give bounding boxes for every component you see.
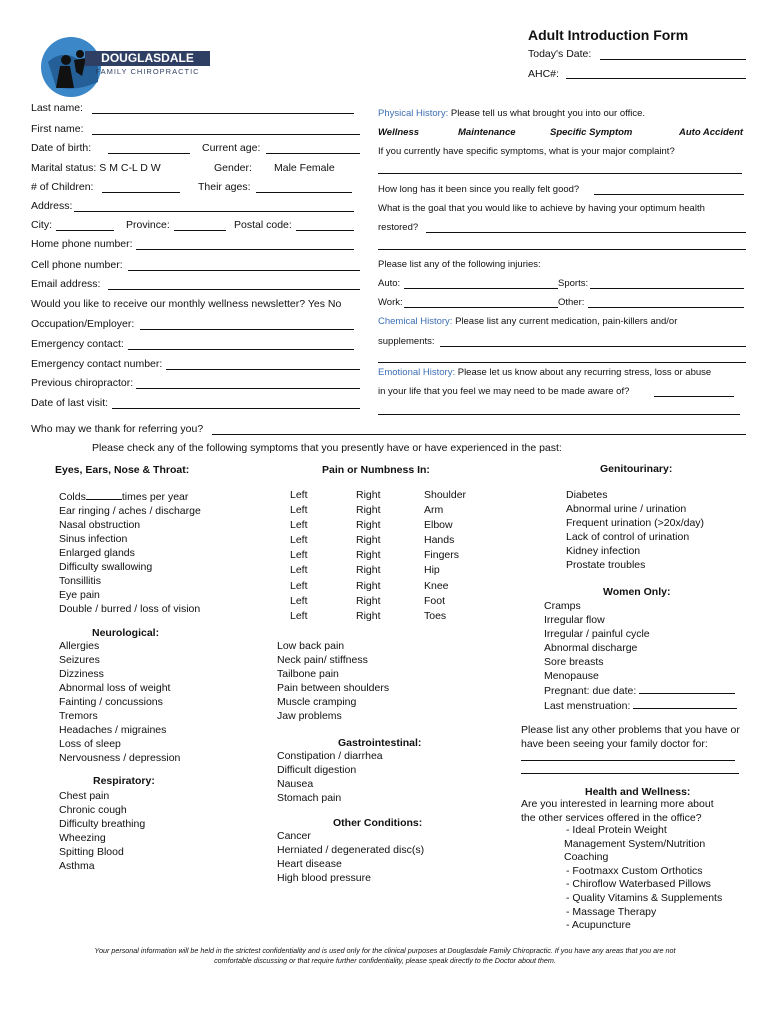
pain-left-option[interactable]: Left xyxy=(290,534,308,547)
other-label: Other: xyxy=(558,297,585,308)
pain-right-option[interactable]: Right xyxy=(356,489,381,501)
last-menstruation-label: Last menstruation: xyxy=(544,700,631,712)
wellness-heading: Health and Wellness: xyxy=(585,786,691,798)
symptoms-intro: Please check any of the following symptoms that you presently have or have experienced in the past: xyxy=(92,442,562,454)
major-complaint-field[interactable] xyxy=(378,173,742,174)
emotional-history-text: Please let us know about any recurring stress, loss or abuse xyxy=(457,367,712,378)
pain-right-option[interactable]: Right xyxy=(356,534,381,547)
pregnant-label: Pregnant: due date: xyxy=(544,685,637,697)
list-item[interactable]: Double / burred / loss of vision xyxy=(59,603,201,615)
address-label: Address: xyxy=(31,200,73,212)
other-problems-field-2[interactable] xyxy=(521,773,739,774)
pain-right-column xyxy=(356,488,381,624)
visit-type-specific-symptom[interactable]: Specific Symptom xyxy=(550,127,633,138)
home-phone-label: Home phone number: xyxy=(31,238,133,250)
visit-type-maintenance[interactable]: Maintenance xyxy=(458,127,516,138)
list-item[interactable]: Allergies xyxy=(59,640,100,652)
physical-history-label: Physical History: xyxy=(378,108,449,119)
supplements-field-2[interactable] xyxy=(378,362,746,363)
their-ages-field[interactable] xyxy=(256,192,352,193)
emergency-contact-label: Emergency contact: xyxy=(31,338,124,350)
todays-date-label: Today's Date: xyxy=(528,48,592,60)
body-part-label: Knee xyxy=(424,579,449,592)
city-field[interactable] xyxy=(56,230,114,231)
list-item[interactable]: Tonsillitis xyxy=(59,575,102,587)
list-item[interactable]: Muscle cramping xyxy=(277,696,357,708)
list-item[interactable]: Enlarged glands xyxy=(59,547,135,559)
dob-field[interactable] xyxy=(108,153,190,154)
list-item[interactable]: Frequent urination (>20x/day) xyxy=(566,517,705,529)
women-heading: Women Only: xyxy=(603,586,671,598)
resp-list xyxy=(59,789,145,873)
list-item[interactable]: Spitting Blood xyxy=(59,846,124,858)
emergency-number-field[interactable] xyxy=(166,369,360,370)
list-item[interactable]: Asthma xyxy=(59,860,95,872)
eent-list xyxy=(59,489,201,616)
how-long-field[interactable] xyxy=(594,194,744,195)
list-item[interactable]: Chest pain xyxy=(59,790,110,802)
city-label: City: xyxy=(31,219,52,231)
list-item[interactable]: Headaches / migraines xyxy=(59,724,167,736)
cell-phone-label: Cell phone number: xyxy=(31,259,123,271)
last-visit-field[interactable] xyxy=(112,408,360,409)
service-item[interactable]: - Chiroflow Waterbased Pillows xyxy=(566,878,711,891)
list-item[interactable]: Abnormal loss of weight xyxy=(59,682,171,694)
physical-history xyxy=(378,108,645,119)
women-list xyxy=(544,599,737,713)
other-conditions-list xyxy=(277,829,424,885)
emotional-history xyxy=(378,367,711,378)
last-name-label: Last name: xyxy=(31,102,83,114)
dob-label: Date of birth: xyxy=(31,142,92,154)
list-item[interactable]: Chronic cough xyxy=(59,804,127,816)
chemical-history-label: Chemical History: xyxy=(378,316,453,327)
list-item[interactable]: Fainting / concussions xyxy=(59,696,163,708)
wellness-services xyxy=(566,824,722,933)
list-item[interactable]: Seizures xyxy=(59,654,100,666)
ahc-label: AHC#: xyxy=(528,68,559,80)
wellness-q1: Are you interested in learning more about xyxy=(521,798,714,810)
list-item[interactable]: Abnormal urine / urination xyxy=(566,503,687,515)
physical-history-text: Please tell us what brought you into our office. xyxy=(450,108,646,119)
body-part-label: Toes xyxy=(424,609,447,622)
emotional-history-text-2: in your life that you feel we may need to be made aware of? xyxy=(378,386,630,397)
service-item[interactable]: - Ideal Protein Weight xyxy=(566,824,667,836)
list-item[interactable]: Tremors xyxy=(59,710,98,722)
sports-label: Sports: xyxy=(558,278,589,289)
gender-options[interactable]: Male Female xyxy=(274,162,335,174)
their-ages-label: Their ages: xyxy=(198,181,251,193)
province-field[interactable] xyxy=(174,230,226,231)
pain-left-option[interactable]: Left xyxy=(290,504,308,517)
colds-item[interactable] xyxy=(59,489,201,504)
neuro-list xyxy=(59,639,180,765)
neuro-heading: Neurological: xyxy=(92,627,160,639)
list-item[interactable]: Sinus infection xyxy=(59,533,128,545)
body-part-label: Arm xyxy=(424,504,444,517)
list-item[interactable]: Eye pain xyxy=(59,589,100,601)
list-item[interactable]: Cramps xyxy=(544,600,581,612)
pain-left-option[interactable]: Left xyxy=(290,549,308,562)
email-label: Email address: xyxy=(31,278,101,290)
pain-left-option[interactable]: Left xyxy=(290,594,308,607)
service-item[interactable]: - Footmaxx Custom Orthotics xyxy=(566,864,703,877)
visit-type-wellness[interactable]: Wellness xyxy=(378,127,420,138)
pain-left-option[interactable]: Left xyxy=(290,564,308,577)
occupation-field[interactable] xyxy=(140,329,354,330)
logo xyxy=(30,30,220,102)
emergency-contact-field[interactable] xyxy=(128,349,354,350)
address-field[interactable] xyxy=(74,211,354,212)
colds-field[interactable] xyxy=(86,489,122,500)
pregnant-field[interactable] xyxy=(639,683,735,694)
ahc-field[interactable] xyxy=(566,78,746,79)
wellness-question xyxy=(521,798,714,825)
list-item[interactable]: Wheezing xyxy=(59,832,106,844)
list-item[interactable]: Dizziness xyxy=(59,668,104,680)
service-item[interactable]: - Acupuncture xyxy=(566,919,631,932)
occupation-label: Occupation/Employer: xyxy=(31,318,135,330)
body-part-label: Hip xyxy=(424,564,440,577)
children-field[interactable] xyxy=(102,192,180,193)
resp-heading: Respiratory: xyxy=(93,775,155,787)
list-item[interactable]: Tailbone pain xyxy=(277,668,339,680)
footer-line1: Your personal information will be held in the strictest confidentiality and is used only for the clinical purposes at Douglasdale Family Chiropractic. If you have any areas that you are not xyxy=(94,946,676,955)
genito-heading: Genitourinary: xyxy=(600,463,673,475)
postal-code-label: Postal code: xyxy=(234,219,292,231)
supplements-label: supplements: xyxy=(378,336,435,347)
other-conditions-heading: Other Conditions: xyxy=(333,817,423,829)
other-problems-field[interactable] xyxy=(521,760,735,761)
postal-code-field[interactable] xyxy=(296,230,354,231)
list-item[interactable]: High blood pressure xyxy=(277,872,371,884)
todays-date-field[interactable] xyxy=(600,59,746,60)
pregnant-item[interactable] xyxy=(544,683,737,698)
list-item[interactable]: Difficulty swallowing xyxy=(59,561,153,573)
pain-left-option[interactable]: Left xyxy=(290,489,308,501)
list-item[interactable]: Pain between shoulders xyxy=(277,682,390,694)
last-visit-label: Date of last visit: xyxy=(31,397,109,409)
body-part-label: Shoulder xyxy=(424,489,467,501)
marital-status[interactable]: Marital status: S M C-L D W xyxy=(31,162,161,174)
eent-heading: Eyes, Ears, Nose & Throat: xyxy=(55,464,190,476)
pain-more-list xyxy=(277,639,389,723)
current-age-field[interactable] xyxy=(266,153,360,154)
pain-right-option[interactable]: Right xyxy=(356,504,381,517)
pain-right-option[interactable]: Right xyxy=(356,549,381,562)
auto-field[interactable] xyxy=(404,288,558,289)
pain-left-option[interactable]: Left xyxy=(290,579,308,592)
list-item[interactable]: Nasal obstruction xyxy=(59,519,141,531)
chemical-history xyxy=(378,316,677,327)
service-item[interactable]: Coaching xyxy=(564,851,609,864)
emotional-field-2[interactable] xyxy=(378,414,740,415)
list-item[interactable]: Neck pain/ stiffness xyxy=(277,654,368,666)
restored-field[interactable] xyxy=(426,232,746,233)
home-phone-field[interactable] xyxy=(136,249,354,250)
other-field[interactable] xyxy=(588,307,744,308)
work-field[interactable] xyxy=(404,307,558,308)
first-name-field[interactable] xyxy=(92,134,360,135)
gi-heading: Gastrointestinal: xyxy=(338,737,422,749)
pain-right-option[interactable]: Right xyxy=(356,594,381,607)
referring-label: Who may we thank for referring you? xyxy=(31,423,204,435)
pain-body-parts xyxy=(424,488,466,624)
list-item[interactable]: Irregular flow xyxy=(544,614,605,626)
email-field[interactable] xyxy=(108,289,360,290)
list-item[interactable]: Sore breasts xyxy=(544,656,604,668)
current-age-label: Current age: xyxy=(202,142,261,154)
goal-label: What is the goal that you would like to achieve by having your optimum health xyxy=(378,203,705,214)
list-item[interactable]: Lack of control of urination xyxy=(566,531,690,543)
prev-chiro-field[interactable] xyxy=(136,388,360,389)
province-label: Province: xyxy=(126,219,170,231)
body-part-label: Foot xyxy=(424,594,446,607)
pain-right-option[interactable]: Right xyxy=(356,564,381,577)
pain-left-option[interactable]: Left xyxy=(290,519,308,532)
sports-field[interactable] xyxy=(590,288,744,289)
list-item[interactable]: Kidney infection xyxy=(566,545,641,557)
list-item[interactable]: Ear ringing / aches / discharge xyxy=(59,505,201,517)
pain-left-column xyxy=(290,488,308,624)
wellness-q2: the other services offered in the office? xyxy=(521,811,702,824)
list-item[interactable]: Low back pain xyxy=(277,640,345,652)
emergency-number-label: Emergency contact number: xyxy=(31,358,163,370)
other-problems-line1: Please list any other problems that you have or xyxy=(521,724,740,736)
last-name-field[interactable] xyxy=(92,113,354,114)
list-item[interactable]: Jaw problems xyxy=(277,710,342,722)
list-item[interactable]: Prostate troubles xyxy=(566,559,646,571)
last-menstruation-field[interactable] xyxy=(633,698,737,709)
how-long-label: How long has it been since you really felt good? xyxy=(378,184,580,195)
body-part-label: Elbow xyxy=(424,519,453,532)
major-complaint-label: If you currently have specific symptoms, what is your major complaint? xyxy=(378,146,675,157)
cell-phone-field[interactable] xyxy=(128,270,360,271)
list-item[interactable]: Cancer xyxy=(277,830,311,842)
gender-label: Gender: xyxy=(214,162,252,174)
other-problems xyxy=(521,723,740,751)
list-item[interactable]: Menopause xyxy=(544,670,599,682)
restored-field-2[interactable] xyxy=(378,249,746,250)
emotional-history-label: Emotional History: xyxy=(378,367,456,378)
list-item[interactable]: Constipation / diarrhea xyxy=(277,750,383,762)
body-part-label: Hands xyxy=(424,534,455,547)
service-item[interactable]: - Quality Vitamins & Supplements xyxy=(566,891,723,904)
list-item[interactable]: Difficulty breathing xyxy=(59,818,146,830)
restored-label: restored? xyxy=(378,222,419,233)
gi-list xyxy=(277,749,383,805)
service-item[interactable]: - Massage Therapy xyxy=(566,905,657,918)
newsletter-question[interactable]: Would you like to receive our monthly wellness newsletter? Yes No xyxy=(31,298,342,310)
genito-list xyxy=(566,488,704,572)
injuries-label: Please list any of the following injuries: xyxy=(378,259,541,270)
form-title: Adult Introduction Form xyxy=(528,27,689,43)
colds-label: Colds xyxy=(59,491,86,503)
referring-field[interactable] xyxy=(212,434,746,435)
pain-right-option[interactable]: Right xyxy=(356,609,381,622)
list-item[interactable]: Herniated / degenerated disc(s) xyxy=(277,844,425,856)
body-part-label: Fingers xyxy=(424,549,460,562)
service-item[interactable]: Management System/Nutrition xyxy=(564,837,706,850)
visit-type-auto-accident[interactable]: Auto Accident xyxy=(679,127,744,138)
list-item[interactable]: Nervousness / depression xyxy=(59,752,181,764)
work-label: Work: xyxy=(378,297,403,308)
footer-line2: comfortable discussing or that require further confidentiality, please speak directly to the Doctor about them. xyxy=(214,955,556,965)
last-menstruation-item[interactable] xyxy=(544,698,737,713)
list-item[interactable]: Heart disease xyxy=(277,858,342,870)
emotional-field[interactable] xyxy=(654,396,734,397)
pain-right-option[interactable]: Right xyxy=(356,579,381,592)
pain-heading: Pain or Numbness In: xyxy=(322,464,430,476)
list-item[interactable]: Stomach pain xyxy=(277,792,342,804)
pain-right-option[interactable]: Right xyxy=(356,519,381,532)
auto-label: Auto: xyxy=(378,278,401,289)
list-item[interactable]: Nausea xyxy=(277,778,314,790)
logo-subtitle: FAMILY CHIROPRACTIC xyxy=(95,67,200,76)
first-name-label: First name: xyxy=(31,123,84,135)
prev-chiro-label: Previous chiropractor: xyxy=(31,377,134,389)
list-item[interactable]: Irregular / painful cycle xyxy=(544,628,650,640)
colds-after: times per year xyxy=(121,491,189,503)
supplements-field[interactable] xyxy=(440,346,746,347)
list-item[interactable]: Loss of sleep xyxy=(59,738,121,750)
pain-left-option[interactable]: Left xyxy=(290,609,308,622)
footer-disclaimer xyxy=(0,946,770,965)
list-item[interactable]: Abnormal discharge xyxy=(544,642,638,654)
logo-banner: DOUGLASDALE xyxy=(85,51,210,66)
chemical-history-text: Please list any current medication, pain-killers and/or xyxy=(455,316,678,327)
other-problems-line2: have been seeing your family doctor for: xyxy=(521,738,708,750)
list-item[interactable]: Diabetes xyxy=(566,489,608,501)
list-item[interactable]: Difficult digestion xyxy=(277,764,357,776)
children-label: # of Children: xyxy=(31,181,94,193)
